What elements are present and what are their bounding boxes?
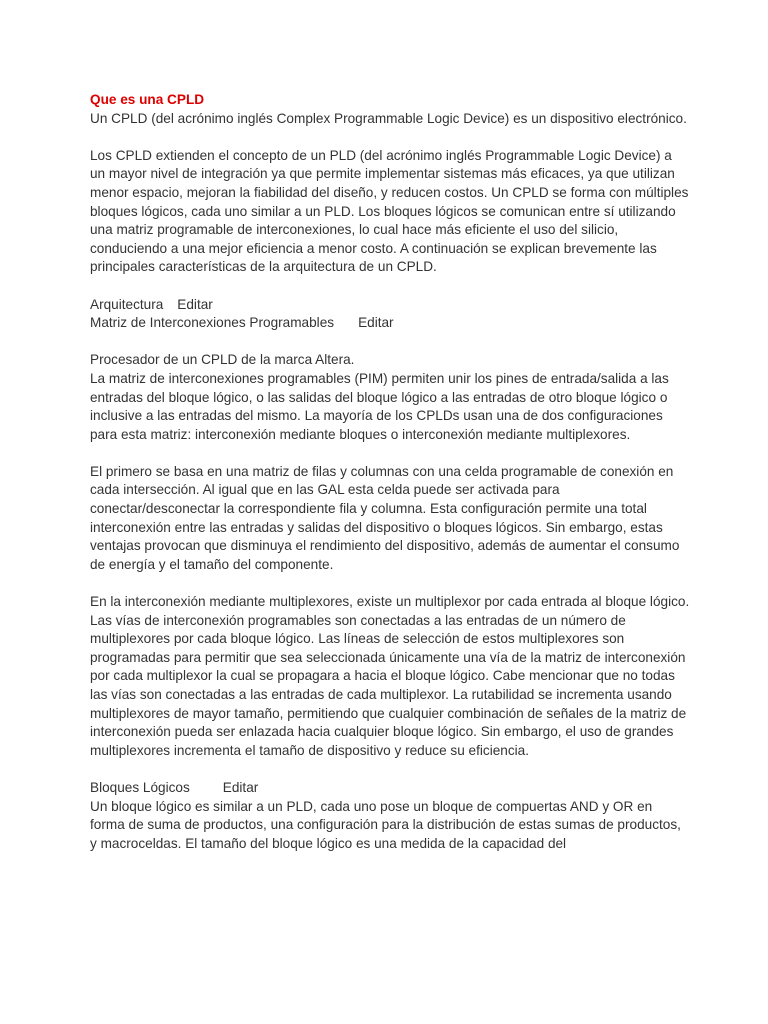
edit-link-blocks[interactable]: Editar	[222, 779, 259, 795]
spacer	[90, 574, 690, 593]
document-title: Que es una CPLD	[90, 92, 205, 107]
spacer	[90, 333, 690, 352]
spacer	[90, 277, 690, 296]
matrix-paragraph: La matriz de interconexiones programables (PIM) permiten unir los pines de entrada/salida a las entradas del bloque lógico, o las salidas del bloque lógico a las entradas de otro bloque lógico o inclusive a las entradas del mismo. La mayoría de los CPLDs usan una de dos configuraciones para esta matriz: interconexión mediante bloques o interconexión mediante multiplexores.	[90, 370, 669, 442]
section-label-blocks: Bloques Lógicos	[90, 779, 190, 795]
image-caption: Procesador de un CPLD de la marca Altera.	[90, 352, 355, 368]
edit-link-architecture[interactable]: Editar	[177, 296, 213, 312]
section-label-matrix: Matriz de Interconexiones Programables	[90, 315, 335, 331]
multiplexer-paragraph: En la interconexión mediante multiplexores, existe un multiplexor por cada entrada al bloque lógico. Las vías de interconexión programables son conectadas a las entradas de un número de multiplexores por cada bloque lógico. Las líneas de selección de estos multiplexores son programadas para permitir que sea seleccionada únicamente una vía de la matriz de interconexión por cada multiplexor la cual se propagara a hacia el bloque lógico. Cabe mencionar que no todas las vías son conectadas a las entradas de cada multiplexor. La rutabilidad se incrementa usando multiplexores de mayor tamaño, permitiendo que cualquier combinación de señales de la matriz de interconexión pueda ser enlazada hacia cualquier bloque lógico. Sin embargo, el uso de grandes multiplexores incrementa el tamaño de dispositivo y reduce su eficiencia.	[90, 594, 690, 758]
spacer	[90, 760, 690, 779]
spacer	[90, 128, 690, 147]
edit-link-matrix[interactable]: Editar	[358, 315, 394, 331]
document-page	[90, 91, 690, 853]
logic-block-paragraph: Un bloque lógico es similar a un PLD, cada uno pose un bloque de compuertas AND y OR en forma de suma de productos, una configuración para la distribución de estas sumas de productos, y macroceldas. El tamaño del bloque lógico es una medida de la capacidad del	[90, 798, 681, 851]
section-heading-matrix	[90, 314, 690, 333]
intro-paragraph: Un CPLD (del acrónimo inglés Complex Programmable Logic Device) es un dispositivo electrónico.	[90, 110, 687, 126]
block-interconnect-paragraph: El primero se basa en una matriz de filas y columnas con una celda programable de conexión en cada intersección. Al igual que en las GAL esta celda puede ser activada para conectar/desconectar la correspondiente fila y columna. Esta configuración permite una total interconexión entre las entradas y salidas del dispositivo o bloques lógicos. Sin embargo, estas ventajas provocan que disminuya el rendimiento del dispositivo, además de aumentar el consumo de energía y el tamaño del componente.	[90, 463, 680, 572]
overview-paragraph: Los CPLD extienden el concepto de un PLD (del acrónimo inglés Programmable Logic Device) a un mayor nivel de integración ya que permite implementar sistemas más eficaces, ya que utilizan menor espacio, mejoran la fiabilidad del diseño, y reducen costos. Un CPLD se forma con múltiples bloques lógicos, cada uno similar a un PLD. Los bloques lógicos se comunican entre sí utilizando una matriz programable de interconexiones, lo cual hace más eficiente el uso del silicio, conduciendo a una mejor eficiencia a menor costo. A continuación se explican brevemente las principales características de la arquitectura de un CPLD.	[90, 147, 689, 275]
spacer	[90, 444, 690, 463]
section-label-architecture: Arquitectura	[90, 296, 164, 312]
section-heading-blocks	[90, 779, 690, 798]
section-heading-architecture	[90, 296, 690, 315]
